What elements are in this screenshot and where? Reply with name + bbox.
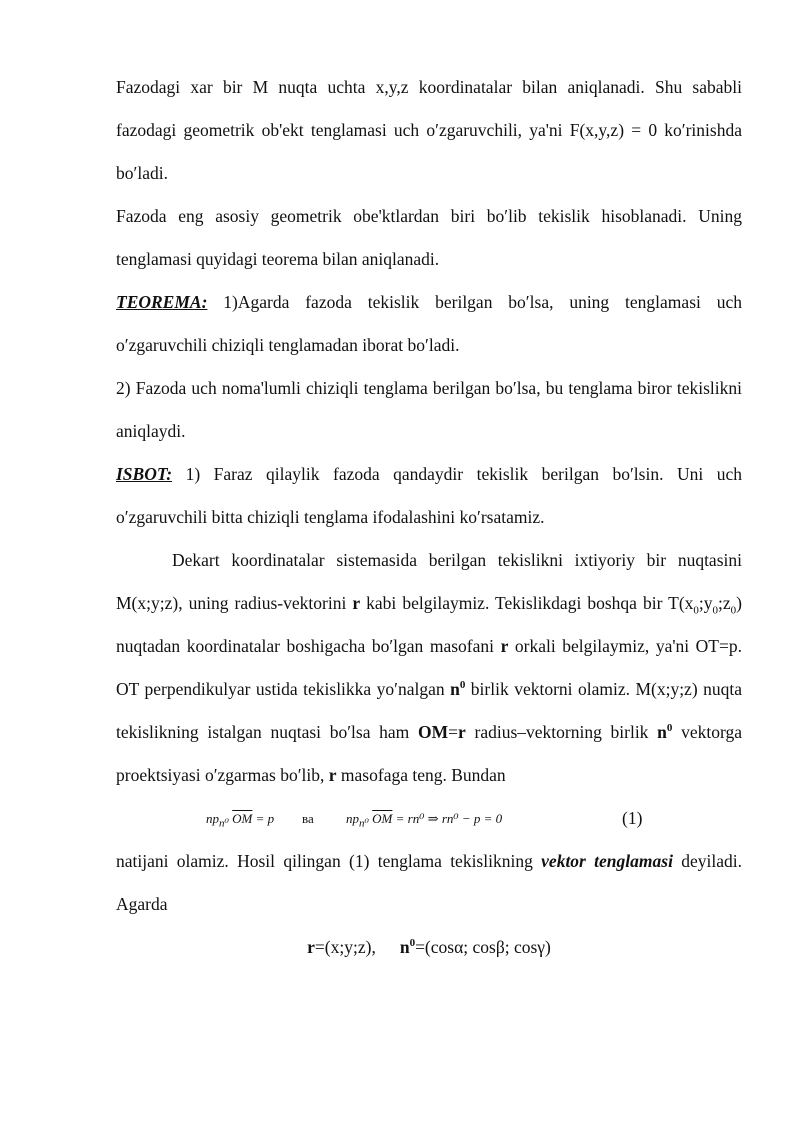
vector-n0-value: =(cosα; cosβ; cosγ)	[415, 937, 551, 957]
vector-r: r	[500, 636, 509, 656]
theorem-label: TEOREMA:	[116, 292, 208, 312]
subscript: 0	[693, 604, 699, 617]
proof-text: 1) Faraz qilaylik fazoda qandaydir tekislik berilgan bo′lsin. Uni uch o′zgaruvchili bitta chiziqli tenglama ifodalashini ko′rsatamiz.	[116, 464, 742, 527]
equation-rhs: = rn⁰ ⇒ rn⁰ − p = 0	[392, 811, 503, 826]
superscript: 0	[666, 722, 673, 735]
paragraph-result	[116, 840, 742, 926]
vector-n: n	[399, 937, 410, 957]
equation-1	[116, 797, 742, 840]
proj-symbol: np	[346, 811, 359, 826]
text-run: ;z	[718, 593, 731, 613]
equals-sign: =	[448, 722, 459, 742]
subscript: n⁰	[359, 817, 369, 830]
theorem-text: 1)Agarda fazoda tekislik berilgan bo′lsa, uning tenglamasi uch o′zgaruvchili chiziqli tenglamadan iborat bo′ladi.	[116, 292, 742, 355]
vector-r-value: =(x;y;z),	[314, 937, 376, 957]
proof-label: ISBOT:	[116, 464, 173, 484]
subscript: 0	[730, 604, 737, 617]
vector-n: n	[657, 722, 667, 742]
paragraph-plane: Fazoda eng asosiy geometrik obe'ktlardan biri bo′lib tekislik hisoblanadi. Uning tenglamasi quyidagi teorema bilan aniqlanadi.	[116, 206, 742, 269]
vector-r: r	[307, 937, 315, 957]
vector-n0	[400, 937, 415, 957]
superscript: 0	[459, 679, 466, 692]
vector-r: r	[458, 722, 466, 742]
subscript: 0	[712, 604, 719, 617]
equation-left	[206, 797, 274, 840]
equation-number: (1)	[622, 808, 643, 828]
emphasized-term: vektor tenglamasi	[541, 851, 673, 871]
vector-om: $\overline{OM}$	[232, 811, 253, 826]
proj-symbol: np	[206, 811, 219, 826]
paragraph-theorem	[116, 281, 742, 367]
equation-rhs: = p	[252, 811, 275, 826]
paragraph-intro: Fazodagi xar bir M nuqta uchta x,y,z koordinatalar bilan aniqlanadi. Shu sababli fazodagi geometrik ob'ekt tenglamasi uch o′zgaruvchili, ya'ni F(x,y,z) = 0 ko′rinishda bo′ladi.	[116, 77, 742, 183]
text-run: natijani olamiz. Hosil qilingan (1) tenglama tekislikning	[116, 851, 542, 871]
vector-n0	[450, 679, 465, 699]
paragraph-derivation	[116, 539, 742, 797]
vector-om: $\overline{OM}$	[372, 811, 393, 826]
vector-n: n	[450, 679, 460, 699]
text-run: birlik vektorni olamiz. M(x;y;z) nuqta tekislikning istalgan nuqtasi bo′lsa ham	[116, 679, 742, 742]
vector-r: r	[328, 765, 337, 785]
text-run: Dekart koordinatalar sistemasida berilgan tekislikni ixtiyoriy bir nuqtasini M(x;y;z), uning radius-vektorini	[116, 550, 742, 613]
vector-definitions	[116, 926, 742, 969]
text-run: masofaga teng. Bundan	[336, 765, 506, 785]
conjunction: ва	[302, 811, 314, 826]
vector-r: r	[352, 593, 361, 613]
vector-om: OM	[418, 722, 449, 742]
text-run: orkali belgilaymiz, ya'ni OT=p. OT perpendikulyar ustida tekislikka yo′nalgan	[116, 636, 742, 699]
text-run: kabi belgilaymiz. Tekislikdagi boshqa bir T(x	[360, 593, 694, 613]
text-run: ;y	[698, 593, 713, 613]
document-page	[116, 66, 742, 969]
text-run: vektorga proektsiyasi o′zgarmas bo′lib,	[116, 722, 742, 785]
vector-n0	[657, 722, 672, 742]
text-run: deyiladi. Agarda	[116, 851, 743, 914]
equation-right	[346, 797, 502, 840]
text-run: ) nuqtadan koordinatalar boshigacha bo′lgan masofani	[116, 593, 742, 656]
subscript: n⁰	[219, 817, 229, 830]
text-run: radius–vektorning birlik	[465, 722, 658, 742]
paragraph-theorem-part2: 2) Fazoda uch noma'lumli chiziqli tenglama berilgan bo′lsa, bu tenglama biror tekislikni aniqlaydi.	[116, 378, 742, 441]
paragraph-proof	[116, 453, 742, 539]
superscript: 0	[409, 937, 416, 950]
